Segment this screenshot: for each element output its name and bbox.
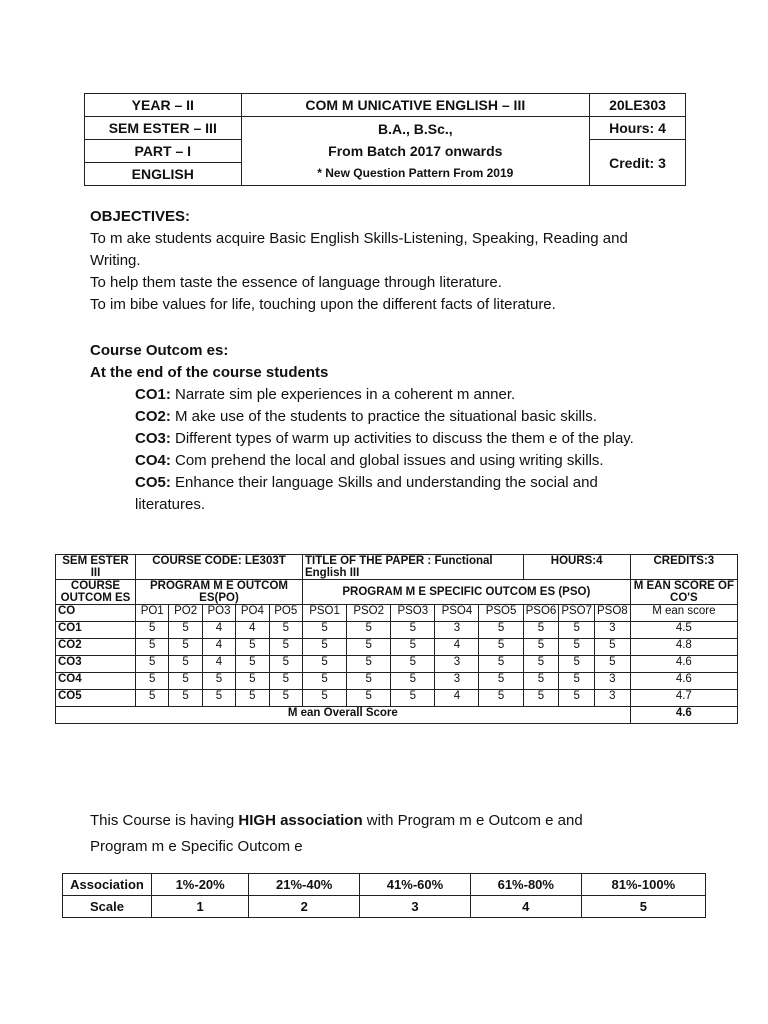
score-cell: 5: [269, 639, 302, 656]
objective-line: To help them taste the essence of language through literature.: [90, 274, 502, 291]
matrix-body: [56, 622, 738, 707]
score-cell: 5: [236, 690, 269, 707]
score-cell: 5: [136, 690, 169, 707]
score-cell: 5: [391, 673, 435, 690]
subject-cell: ENGLISH: [85, 163, 242, 186]
association-text: [90, 808, 730, 860]
score-cell: 5: [595, 639, 631, 656]
matrix-course-outcomes: COURSE OUTCOM ES: [56, 580, 136, 605]
degrees: B.A., B.Sc.,: [377, 121, 453, 137]
objectives-section: [90, 206, 730, 316]
row-co: CO4: [56, 673, 136, 690]
col-header: PO1: [136, 605, 169, 622]
col-header: PO2: [169, 605, 202, 622]
outcome-item: [135, 384, 730, 406]
row-co: CO5: [56, 690, 136, 707]
score-cell: 5: [169, 639, 202, 656]
row-co: CO2: [56, 639, 136, 656]
score-cell: 5: [302, 639, 346, 656]
assoc-range: 41%-60%: [360, 874, 471, 896]
outcome-code: CO4:: [135, 452, 171, 469]
association-post: with Program m e Outcom e and: [362, 812, 583, 829]
score-cell: 5: [269, 622, 302, 639]
scale-value: 1: [152, 896, 249, 918]
score-cell: 5: [347, 656, 391, 673]
outcome-text: Different types of warm up activities to discuss the them e of the play.: [170, 430, 634, 447]
outcome-item: [135, 406, 730, 428]
table-row: [56, 639, 738, 656]
score-cell: 5: [595, 656, 631, 673]
assoc-range: 21%-40%: [249, 874, 360, 896]
col-header: PO3: [202, 605, 235, 622]
score-cell: 5: [523, 690, 559, 707]
scale-value: 4: [470, 896, 581, 918]
row-mean: 4.8: [630, 639, 737, 656]
course-code: 20LE303: [590, 94, 686, 117]
score-cell: 5: [136, 656, 169, 673]
header-table: [84, 93, 686, 186]
score-cell: 3: [435, 622, 479, 639]
outcome-item: [135, 428, 635, 450]
col-header: PSO4: [435, 605, 479, 622]
row-co: CO1: [56, 622, 136, 639]
score-cell: 5: [169, 656, 202, 673]
outcome-code: CO1:: [135, 386, 171, 403]
score-cell: 5: [479, 656, 523, 673]
outcome-item: [135, 450, 730, 472]
scale-value: 3: [360, 896, 471, 918]
batch: From Batch 2017 onwards: [328, 143, 503, 159]
matrix-semester: SEM ESTER III: [56, 555, 136, 580]
matrix-pso-heading: PROGRAM M E SPECIFIC OUTCOM ES (PSO): [302, 580, 630, 605]
matrix-hours: HOURS:4: [523, 555, 630, 580]
assoc-label: Association: [63, 874, 152, 896]
overall-value: 4.6: [630, 707, 737, 724]
col-header: PO5: [269, 605, 302, 622]
score-cell: 3: [435, 656, 479, 673]
score-cell: 5: [479, 639, 523, 656]
scale-label: Scale: [63, 896, 152, 918]
score-cell: 4: [435, 690, 479, 707]
objective-line: To m ake students acquire Basic English Skills-Listening, Speaking, Reading and: [90, 230, 628, 247]
score-cell: 5: [391, 622, 435, 639]
score-cell: 5: [479, 622, 523, 639]
association-line2: Program m e Specific Outcom e: [90, 838, 303, 855]
score-cell: 5: [523, 639, 559, 656]
table-row: [56, 673, 738, 690]
semester-cell: SEM ESTER – III: [85, 117, 242, 140]
score-cell: 5: [523, 622, 559, 639]
year-cell: YEAR – II: [85, 94, 242, 117]
scale-value: 2: [249, 896, 360, 918]
score-cell: 5: [479, 690, 523, 707]
score-cell: 5: [559, 656, 595, 673]
col-header: PSO5: [479, 605, 523, 622]
course-info: [241, 117, 589, 186]
objective-line: To im bibe values for life, touching upon the different facts of literature.: [90, 296, 556, 313]
assoc-range: 81%-100%: [581, 874, 705, 896]
score-cell: 5: [347, 690, 391, 707]
score-cell: 5: [479, 673, 523, 690]
score-cell: 5: [559, 622, 595, 639]
score-cell: 4: [202, 656, 235, 673]
score-cell: 5: [169, 673, 202, 690]
row-mean: 4.6: [630, 656, 737, 673]
score-cell: 5: [136, 639, 169, 656]
row-mean: 4.5: [630, 622, 737, 639]
outcomes-section: [90, 340, 730, 516]
row-mean: 4.7: [630, 690, 737, 707]
credit-cell: Credit: 3: [590, 140, 686, 186]
scale-value: 5: [581, 896, 705, 918]
matrix-title: TITLE OF THE PAPER : Functional English III: [302, 555, 523, 580]
score-cell: 5: [391, 690, 435, 707]
row-co: CO3: [56, 656, 136, 673]
score-cell: 5: [136, 622, 169, 639]
overall-label: M ean Overall Score: [56, 707, 631, 724]
score-cell: 5: [236, 673, 269, 690]
col-header: PO4: [236, 605, 269, 622]
col-header: PSO3: [391, 605, 435, 622]
score-cell: 3: [435, 673, 479, 690]
score-cell: 5: [347, 639, 391, 656]
assoc-range: 1%-20%: [152, 874, 249, 896]
assoc-range: 61%-80%: [470, 874, 581, 896]
table-row: [56, 622, 738, 639]
association-bold: HIGH association: [238, 812, 363, 829]
outcome-text: Enhance their language Skills and understanding the social and literatures.: [135, 474, 598, 513]
pattern-note: * New Question Pattern From 2019: [317, 166, 514, 180]
matrix-credits: CREDITS:3: [630, 555, 737, 580]
score-cell: 5: [523, 656, 559, 673]
hours-cell: Hours: 4: [590, 117, 686, 140]
score-cell: 4: [236, 622, 269, 639]
score-cell: 5: [302, 673, 346, 690]
outcome-item: [135, 472, 635, 516]
association-line: [90, 808, 730, 834]
col-header: PSO1: [302, 605, 346, 622]
col-mean-score: M ean score: [630, 605, 737, 622]
matrix-overall-row: [56, 707, 738, 724]
score-cell: 5: [391, 656, 435, 673]
score-cell: 5: [202, 690, 235, 707]
course-title: COM M UNICATIVE ENGLISH – III: [241, 94, 589, 117]
outcome-text: Com prehend the local and global issues and using writing skills.: [170, 452, 604, 469]
col-co: CO: [56, 605, 136, 622]
outcome-text: M ake use of the students to practice the situational basic skills.: [170, 408, 597, 425]
score-cell: 3: [595, 622, 631, 639]
score-cell: 5: [269, 673, 302, 690]
score-cell: 5: [302, 690, 346, 707]
score-cell: 5: [559, 673, 595, 690]
score-cell: 3: [595, 690, 631, 707]
col-header: PSO6: [523, 605, 559, 622]
outcomes-subheading: At the end of the course students: [90, 364, 329, 381]
score-cell: 5: [202, 673, 235, 690]
table-row: [56, 690, 738, 707]
score-cell: 4: [435, 639, 479, 656]
outcome-code: CO2:: [135, 408, 171, 425]
association-scale-table: [62, 873, 706, 918]
score-cell: 5: [236, 656, 269, 673]
part-cell: PART – I: [85, 140, 242, 163]
score-cell: 5: [302, 622, 346, 639]
score-cell: 5: [236, 639, 269, 656]
objectives-heading: OBJECTIVES:: [90, 208, 191, 225]
matrix-po-heading: PROGRAM M E OUTCOM ES(PO): [136, 580, 303, 605]
objective-line: Writing.: [90, 252, 141, 269]
score-cell: 5: [391, 639, 435, 656]
outcome-code: CO3:: [135, 430, 171, 447]
row-mean: 4.6: [630, 673, 737, 690]
score-cell: 5: [347, 673, 391, 690]
score-cell: 5: [302, 656, 346, 673]
outcome-text: Narrate sim ple experiences in a coherent m anner.: [170, 386, 516, 403]
outcomes-heading: Course Outcom es:: [90, 342, 229, 359]
score-cell: 4: [202, 622, 235, 639]
association-pre: This Course is having: [90, 812, 239, 829]
outcome-matrix-table: [55, 554, 738, 724]
score-cell: 5: [269, 690, 302, 707]
matrix-column-header-row: [56, 605, 738, 622]
score-cell: 4: [202, 639, 235, 656]
score-cell: 5: [523, 673, 559, 690]
score-cell: 5: [269, 656, 302, 673]
col-header: PSO2: [347, 605, 391, 622]
score-cell: 5: [559, 690, 595, 707]
outcome-code: CO5:: [135, 474, 171, 491]
score-cell: 5: [169, 690, 202, 707]
score-cell: 5: [559, 639, 595, 656]
score-cell: 5: [347, 622, 391, 639]
matrix-mean-heading: M EAN SCORE OF CO'S: [630, 580, 737, 605]
col-header: PSO8: [595, 605, 631, 622]
score-cell: 5: [169, 622, 202, 639]
score-cell: 3: [595, 673, 631, 690]
matrix-course-code: COURSE CODE: LE303T: [136, 555, 303, 580]
score-cell: 5: [136, 673, 169, 690]
col-header: PSO7: [559, 605, 595, 622]
table-row: [56, 656, 738, 673]
